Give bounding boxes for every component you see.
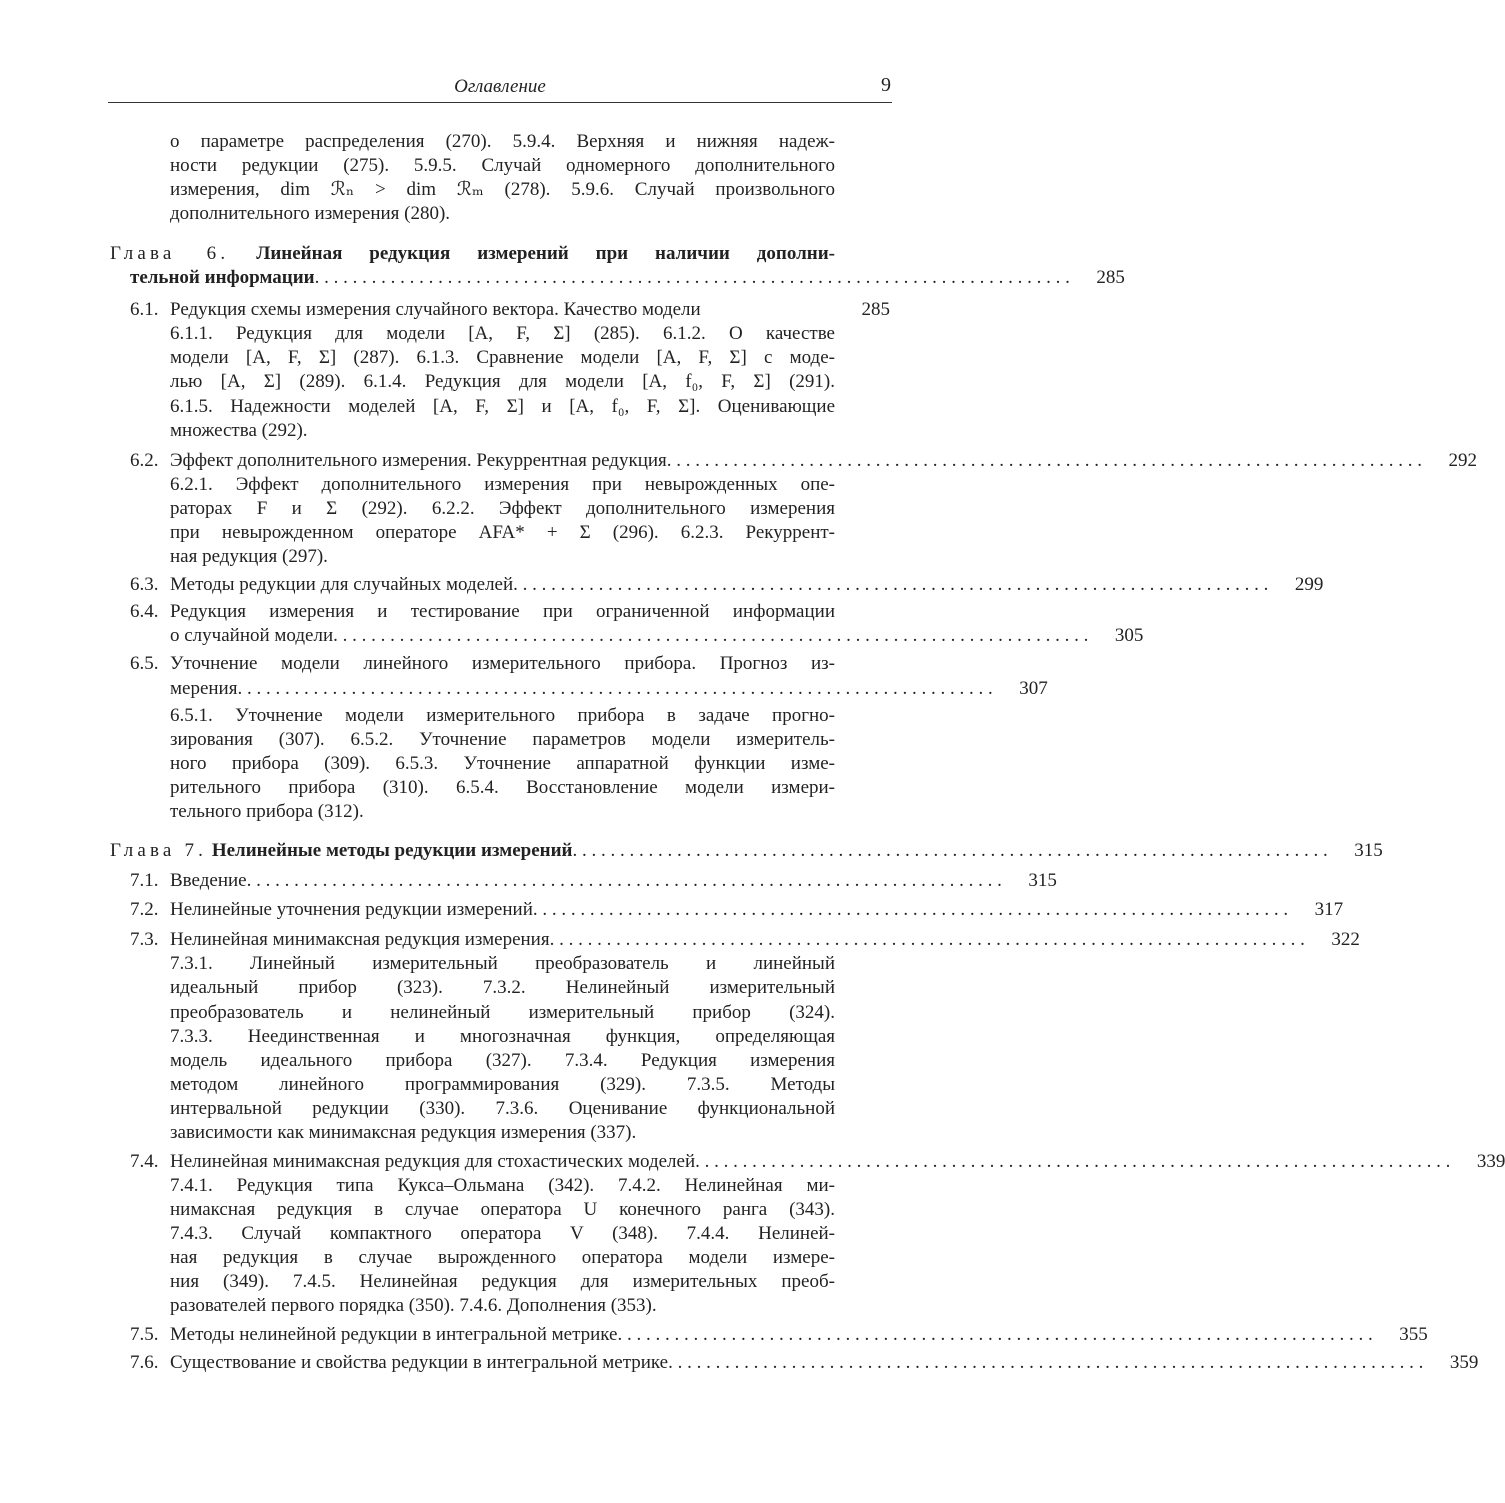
section-title: Редукция схемы измерения случайного вектора. Качество модели <box>170 299 701 320</box>
entry-page-number: 292 <box>1448 450 1478 471</box>
section-number: 7.6. <box>130 1352 159 1373</box>
entry-page-number: 339 <box>1476 1151 1505 1172</box>
subsection-line: 7.3.3. Неединственная и многозначная функция, определяющая <box>170 1026 835 1047</box>
section-title: о случайной модели <box>170 625 334 646</box>
section-number: 6.2. <box>130 450 159 471</box>
entry-title <box>170 928 550 952</box>
entry-page-number: 315 <box>1028 870 1057 891</box>
dot-leader: . . . . . . . . . . . . . . . . . . . . . . . . . . . . . . . . . . . . . . . . . . . . . . . . . . . . . . . . . . . . . . . . . . . . . . . . . . . . . . . . <box>668 1352 1424 1373</box>
section-title-line <box>170 298 890 322</box>
section-title: Методы нелинейной редукции в интегральной метрике <box>170 1324 618 1345</box>
subsection-line: ния (349). 7.4.5. Нелинейная редукция для измерительных преоб- <box>170 1271 835 1292</box>
section-title-line: Уточнение модели линейного измерительного прибора. Прогноз из- <box>170 653 835 674</box>
subsection-line: 6.5.1. Уточнение модели измерительного прибора в задаче прогно- <box>170 705 835 726</box>
entry-page-number: 307 <box>1019 678 1048 699</box>
section-number: 6.4. <box>130 601 159 622</box>
section-title: Эффект дополнительного измерения. Рекуррентная редукция <box>170 450 667 471</box>
subsection-line: множества (292). <box>170 420 308 441</box>
section-title-line <box>170 1323 1428 1347</box>
chapter-heading <box>110 242 835 266</box>
dot-leader: . . . . . . . . . . . . . . . . . . . . . . . . . . . . . . . . . . . . . . . . . . . . . . . . . . . . . . . . . . . . . . . . . . . . . . . . . . . . . . . . <box>237 678 993 699</box>
dot-leader: . . . . . . . . . . . . . . . . . . . . . . . . . . . . . . . . . . . . . . . . . . . . . . . . . . . . . . . . . . . . . . . . . . . . . . . . . . . . . . . . <box>532 899 1289 920</box>
dot-leader <box>701 298 835 322</box>
entry-page-number: 322 <box>1331 929 1360 950</box>
chapter-heading-end <box>130 266 1125 290</box>
entry-page-number: 299 <box>1294 574 1324 595</box>
page-number: 9 <box>881 74 891 96</box>
subsection-line: ная редукция (297). <box>170 546 328 567</box>
section-number: 7.4. <box>130 1151 159 1172</box>
section-number: 6.1. <box>130 299 159 320</box>
subsection-line: зирования (307). 6.5.2. Уточнение параметров модели измеритель- <box>170 729 835 750</box>
entry-title <box>170 677 237 701</box>
dot-leader: . . . . . . . . . . . . . . . . . . . . . . . . . . . . . . . . . . . . . . . . . . . . . . . . . . . . . . . . . . . . . . . . . . . . . . . . . . . . . . . . <box>513 574 1269 595</box>
subsection-line: при невырожденном операторе AFA* + Σ (296). 6.2.3. Рекуррент- <box>170 522 835 543</box>
subsection-line: 6.1.5. Надежности моделей [A, F, Σ] и [A, f₀, F, Σ]. Оценивающие <box>170 396 835 417</box>
section-title-line <box>170 1351 1479 1375</box>
dot-leader: . . . . . . . . . . . . . . . . . . . . . . . . . . . . . . . . . . . . . . . . . . . . . . . . . . . . . . . . . . . . . . . . . . . . . . . . . . . . . . . . <box>572 840 1328 861</box>
section-title: Введение <box>170 870 247 891</box>
section-title-line <box>170 869 1057 893</box>
section-title: Нелинейные уточнения редукции измерений <box>170 899 533 920</box>
chapter-heading <box>110 839 1383 863</box>
subsection-line: разователей первого порядка (350). 7.4.6. Дополнения (353). <box>170 1295 657 1316</box>
subsection-line: зависимости как минимаксная редукция измерения (337). <box>170 1122 637 1143</box>
subsection-line: преобразователь и нелинейный измерительный прибор (324). <box>170 1002 835 1023</box>
dot-leader: . . . . . . . . . . . . . . . . . . . . . . . . . . . . . . . . . . . . . . . . . . . . . . . . . . . . . . . . . . . . . . . . . . . . . . . . . . . . . . . . <box>314 267 1070 288</box>
dot-leader: . . . . . . . . . . . . . . . . . . . . . . . . . . . . . . . . . . . . . . . . . . . . . . . . . . . . . . . . . . . . . . . . . . . . . . . . . . . . . . . . <box>666 450 1423 471</box>
section-title: Методы редукции для случайных моделей <box>170 574 514 595</box>
subsection-line: лью [A, Σ] (289). 6.1.4. Редукция для модели [A, f₀, F, Σ] (291). <box>170 371 835 392</box>
dot-leader: . . . . . . . . . . . . . . . . . . . . . . . . . . . . . . . . . . . . . . . . . . . . . . . . . . . . . . . . . . . . . . . . . . . . . . . . . . . . . . . . <box>333 625 1089 646</box>
running-header-title: Оглавление <box>454 76 546 97</box>
section-title-line <box>170 677 1048 701</box>
entry-page-number: 355 <box>1399 1324 1428 1345</box>
entry-page-number: 359 <box>1449 1352 1479 1373</box>
entry-title <box>170 298 701 322</box>
dot-leader: . . . . . . . . . . . . . . . . . . . . . . . . . . . . . . . . . . . . . . . . . . . . . . . . . . . . . . . . . . . . . . . . . . . . . . . . . . . . . . . . <box>246 870 1002 891</box>
entry-title <box>110 839 572 863</box>
entry-title <box>170 573 513 597</box>
subsection-line: нимаксная редукция в случае оператора U конечного ранга (343). <box>170 1199 835 1220</box>
entry-title <box>170 869 247 893</box>
entry-page-number: 285 <box>861 299 890 320</box>
section-title: Нелинейная минимаксная редукция измерения <box>170 929 550 950</box>
entry-title <box>170 624 333 648</box>
entry-title <box>170 1150 695 1174</box>
entry-title <box>130 266 315 290</box>
entry-title <box>170 1323 617 1347</box>
continuation-line: о параметре распределения (270). 5.9.4. Верхняя и нижняя надеж- <box>170 131 835 152</box>
chapter-label: Глава 7. <box>110 840 208 861</box>
section-title-line <box>170 573 1324 597</box>
section-title-line <box>170 624 1144 648</box>
chapter-title: Нелинейные методы редукции измерений <box>211 840 573 861</box>
subsection-line: раторах F и Σ (292). 6.2.2. Эффект дополнительного измерения <box>170 498 835 519</box>
dot-leader: . . . . . . . . . . . . . . . . . . . . . . . . . . . . . . . . . . . . . . . . . . . . . . . . . . . . . . . . . . . . . . . . . . . . . . . . . . . . . . . . <box>695 1151 1451 1172</box>
subsection-line: интервальной редукции (330). 7.3.6. Оценивание функциональной <box>170 1098 835 1119</box>
subsection-line: идеальный прибор (323). 7.3.2. Нелинейный измерительный <box>170 977 835 998</box>
subsection-line: 7.4.1. Редукция типа Кукса–Ольмана (342). 7.4.2. Нелинейная ми- <box>170 1175 835 1196</box>
subsection-line: методом линейного программирования (329). 7.3.5. Методы <box>170 1074 835 1095</box>
continuation-line: дополнительного измерения (280). <box>170 203 451 224</box>
continuation-line: измерения, dim ℛₙ > dim ℛₘ (278). 5.9.6. Случай произвольного <box>170 179 835 200</box>
subsection-line: модели [A, F, Σ] (287). 6.1.3. Сравнение модели [A, F, Σ] с моде- <box>170 347 835 368</box>
section-number: 6.3. <box>130 574 159 595</box>
dot-leader: . . . . . . . . . . . . . . . . . . . . . . . . . . . . . . . . . . . . . . . . . . . . . . . . . . . . . . . . . . . . . . . . . . . . . . . . . . . . . . . . <box>549 929 1305 950</box>
entry-title <box>170 898 533 922</box>
chapter-title: тельной информации <box>130 267 315 288</box>
chapter-label: Глава 6. <box>110 243 230 264</box>
section-number: 7.3. <box>130 929 159 950</box>
section-number: 7.5. <box>130 1324 159 1345</box>
section-number: 6.5. <box>130 653 159 674</box>
subsection-line: рительного прибора (310). 6.5.4. Восстановление модели измери- <box>170 777 835 798</box>
section-title: Нелинейная минимаксная редукция для стохастических моделей <box>170 1151 696 1172</box>
subsection-line: модель идеального прибора (327). 7.3.4. Редукция измерения <box>170 1050 835 1071</box>
subsection-line: тельного прибора (312). <box>170 801 364 822</box>
header-rule <box>108 102 892 103</box>
section-title-line <box>170 898 1344 922</box>
subsection-line: 6.2.1. Эффект дополнительного измерения при невырожденных опе- <box>170 474 835 495</box>
entry-page-number: 305 <box>1114 625 1144 646</box>
subsection-line: ного прибора (309). 6.5.3. Уточнение аппаратной функции изме- <box>170 753 835 774</box>
subsection-line: 7.3.1. Линейный измерительный преобразователь и линейный <box>170 953 835 974</box>
entry-page-number: 285 <box>1096 267 1125 288</box>
section-title-line <box>170 1150 1505 1174</box>
section-number: 7.2. <box>130 899 159 920</box>
chapter-title: Линейная редукция измерений при наличии дополни- <box>256 243 835 264</box>
subsection-line: 7.4.3. Случай компактного оператора V (348). 7.4.4. Нелиней- <box>170 1223 835 1244</box>
entry-title <box>170 1351 668 1375</box>
entry-title <box>170 449 667 473</box>
section-title-line <box>170 928 1360 952</box>
section-title: Существование и свойства редукции в интегральной метрике <box>170 1352 669 1373</box>
subsection-line: ная редукция в случае вырожденного оператора модели измере- <box>170 1247 835 1268</box>
section-title-line: Редукция измерения и тестирование при ограниченной информации <box>170 601 835 622</box>
continuation-line: ности редукции (275). 5.9.5. Случай одномерного дополнительного <box>170 155 835 176</box>
subsection-line: 6.1.1. Редукция для модели [A, F, Σ] (285). 6.1.2. О качестве <box>170 323 835 344</box>
section-title-line <box>170 449 1478 473</box>
entry-page-number: 317 <box>1314 899 1344 920</box>
dot-leader: . . . . . . . . . . . . . . . . . . . . . . . . . . . . . . . . . . . . . . . . . . . . . . . . . . . . . . . . . . . . . . . . . . . . . . . . . . . . . . . . <box>617 1324 1373 1345</box>
section-number: 7.1. <box>130 870 159 891</box>
section-title: мерения <box>170 678 238 699</box>
entry-page-number: 315 <box>1354 840 1383 861</box>
